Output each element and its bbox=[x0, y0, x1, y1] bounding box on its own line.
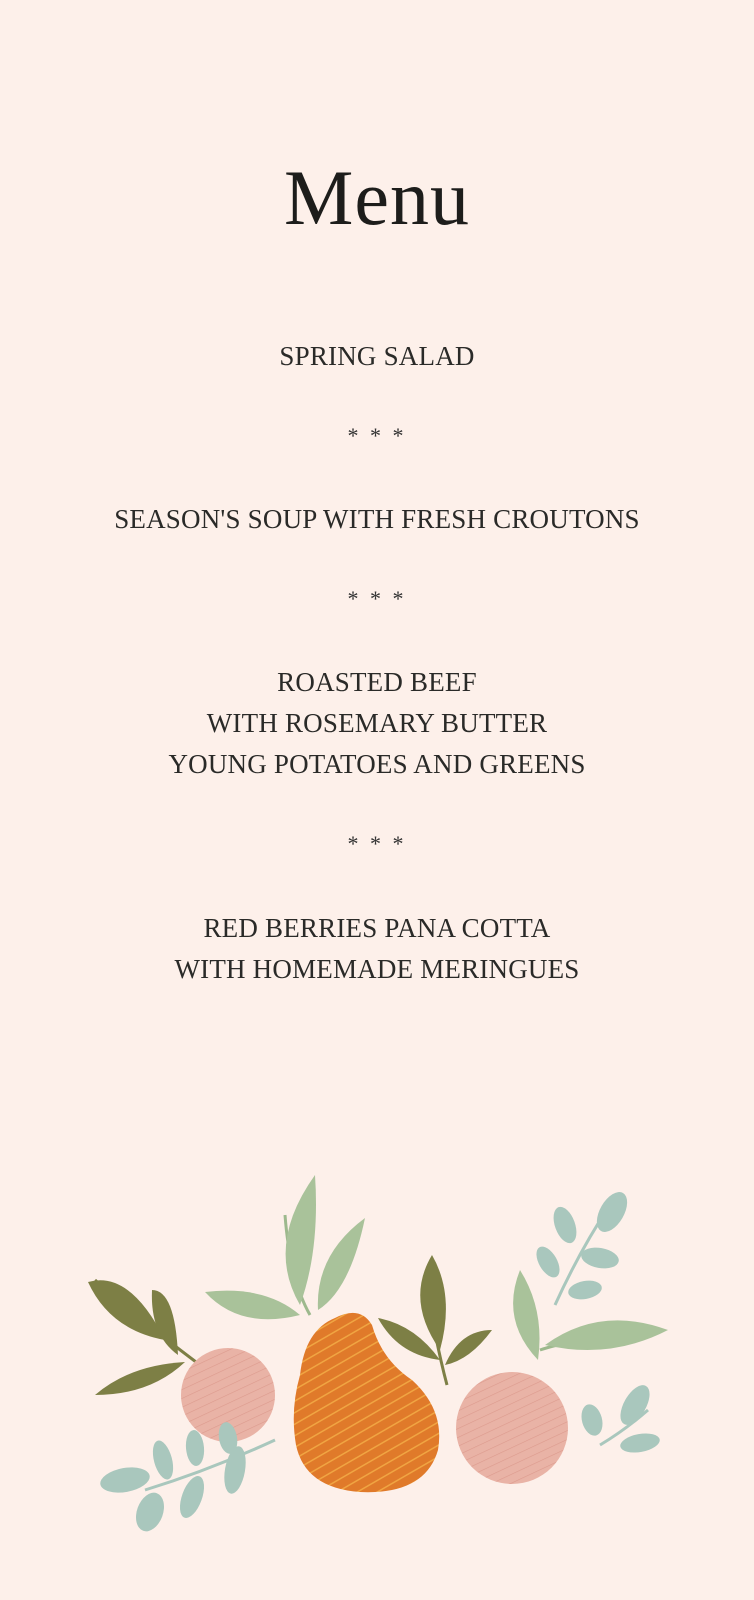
olive-leaf-sprig-icon bbox=[378, 1255, 492, 1385]
course-line: RED BERRIES PANA COTTA bbox=[203, 913, 551, 943]
peach-icon bbox=[456, 1372, 568, 1484]
course-line: YOUNG POTATOES AND GREENS bbox=[168, 749, 586, 779]
course-starter bbox=[0, 336, 754, 377]
mint-leaf-sprig-icon bbox=[578, 1380, 661, 1455]
course-separator: * * * bbox=[347, 423, 407, 448]
course-separator: * * * bbox=[347, 831, 407, 856]
course-line: WITH HOMEMADE MERINGUES bbox=[174, 954, 580, 984]
course-line: SPRING SALAD bbox=[279, 341, 475, 371]
course-line: SEASON'S SOUP WITH FRESH CROUTONS bbox=[114, 504, 640, 534]
mint-leaf-sprig-icon bbox=[532, 1187, 634, 1305]
sage-leaf-sprig-icon bbox=[205, 1175, 365, 1319]
course-separator: * * * bbox=[347, 586, 407, 611]
mint-leaf-sprig-icon bbox=[98, 1421, 275, 1536]
course-line: ROASTED BEEF bbox=[277, 667, 477, 697]
course-main bbox=[0, 662, 754, 785]
fruit-illustration bbox=[0, 1150, 754, 1550]
olive-leaf-sprig-icon bbox=[88, 1280, 200, 1395]
course-line: WITH ROSEMARY BUTTER bbox=[206, 708, 548, 738]
menu-title: Menu bbox=[284, 154, 470, 241]
course-soup bbox=[0, 499, 754, 540]
course-dessert bbox=[0, 908, 754, 990]
